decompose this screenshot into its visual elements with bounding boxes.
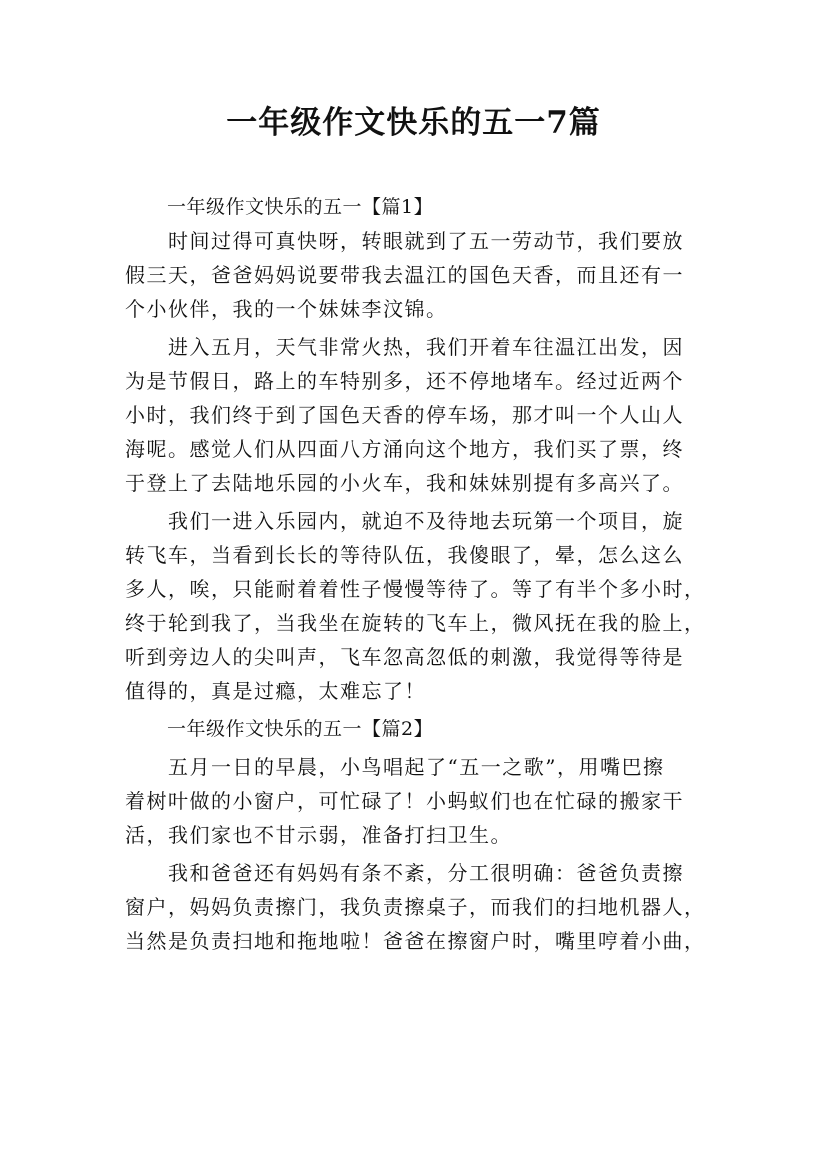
text-line: 转飞车，当看到长长的等待队伍，我傻眼了，晕，怎么这么 (125, 543, 684, 567)
document-title: 一年级作文快乐的五一7篇 (226, 105, 601, 141)
text-line: 我们一进入乐园内，就迫不及待地去玩第一个项目，旋 (125, 509, 684, 533)
section-heading: 一年级作文快乐的五一【篇1】 (167, 196, 434, 218)
section-heading: 一年级作文快乐的五一【篇2】 (167, 718, 434, 740)
paragraph (125, 750, 710, 852)
text-line: 终于轮到我了，当我坐在旋转的飞车上，微风抚在我的脸上， (125, 611, 706, 635)
text-line: 着树叶做的小窗户，可忙碌了！小蚂蚁们也在忙碌的搬家干 (125, 789, 684, 813)
text-line: 海呢。感觉人们从四面八方涌向这个地方，我们买了票，终 (125, 437, 684, 461)
text-line: 假三天，爸爸妈妈说要带我去温江的国色天香，而且还有一 (125, 263, 684, 287)
paragraph (125, 504, 710, 708)
text-line: 听到旁边人的尖叫声，飞车忽高忽低的刺激，我觉得等待是 (125, 645, 684, 669)
text-line: 当然是负责扫地和拖地啦！爸爸在擦窗户时，嘴里哼着小曲， (125, 929, 706, 953)
text-line: 活，我们家也不甘示弱，准备打扫卫生。 (125, 823, 512, 847)
text-line: 小时，我们终于到了国色天香的停车场，那才叫一个人山人 (125, 403, 684, 427)
text-line: 五月一日的早晨，小鸟唱起了“五一之歌”，用嘴巴擦 (125, 755, 665, 779)
text-line: 进入五月，天气非常火热，我们开着车往温江出发，因 (125, 335, 684, 359)
paragraph (125, 224, 710, 326)
text-line: 我和爸爸还有妈妈有条不紊，分工很明确：爸爸负责擦 (125, 861, 684, 885)
text-line: 多人，唉，只能耐着着性子慢慢等待了。等了有半个多小时， (125, 577, 706, 601)
text-line: 值得的，真是过瘾，太难忘了！ (125, 679, 426, 703)
paragraph (125, 330, 710, 500)
paragraph (125, 856, 710, 958)
document-body (125, 190, 710, 958)
text-line: 时间过得可真快呀，转眼就到了五一劳动节，我们要放 (125, 229, 684, 253)
text-line: 为是节假日，路上的车特别多，还不停地堵车。经过近两个 (125, 369, 684, 393)
text-line: 于登上了去陆地乐园的小火车，我和妹妹别提有多高兴了。 (125, 471, 684, 495)
text-line: 窗户，妈妈负责擦门，我负责擦桌子，而我们的扫地机器人， (125, 895, 706, 919)
text-line: 个小伙伴，我的一个妹妹李汶锦。 (125, 297, 448, 321)
